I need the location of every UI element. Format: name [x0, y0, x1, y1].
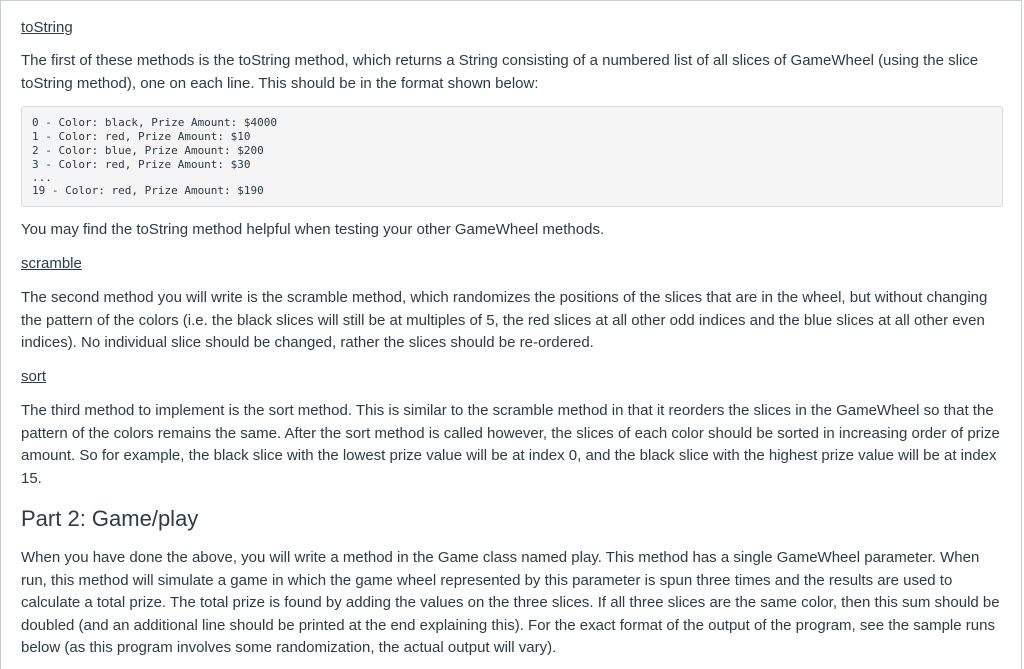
tostring-code-sample: [21, 106, 1003, 207]
code-line: 19 - Color: red, Prize Amount: $190: [32, 184, 264, 197]
scramble-heading: scramble: [21, 255, 82, 272]
code-line-ellipsis: ...: [32, 171, 52, 184]
tostring-heading: toString: [21, 19, 73, 36]
code-line: 0 - Color: black, Prize Amount: $4000: [32, 116, 278, 129]
scramble-body: The second method you will write is the scramble method, which randomizes the positions of the slices that are in the wheel, but without changing the pattern of the colors (i.e. the black slices will still be at multiples of 5, the red slices at all other odd indices and the blue slices at all other even indices). No individual slice should be changed, rather the slices should be re-ordered.: [21, 289, 988, 351]
code-line: 1 - Color: red, Prize Amount: $10: [32, 130, 251, 143]
tostring-note: You may find the toString method helpful when testing your other GameWheel methods.: [21, 221, 605, 238]
code-line: 3 - Color: red, Prize Amount: $30: [32, 158, 251, 171]
code-line: 2 - Color: blue, Prize Amount: $200: [32, 144, 264, 157]
part2-title: Part 2: Game/play: [21, 506, 199, 531]
sort-body: The third method to implement is the sort method. This is similar to the scramble method in that it reorders the slices in the GameWheel so that the pattern of the colors remains the same. After the sort method is called however, the slices of each color should be sorted in increasing order of prize amount. So for example, the black slice with the lowest prize value will be at index 0, and the black slice with the highest prize value will be at index 15.: [21, 402, 1000, 487]
tostring-intro: The first of these methods is the toString method, which returns a String consisting of a numbered list of all slices of GameWheel (using the slice toString method), one on each line. This should be in the format shown below:: [21, 52, 979, 92]
part2-body: When you have done the above, you will write a method in the Game class named play. This method has a single GameWheel parameter. When run, this method will simulate a game in which the game wheel represented by this parameter is spun three times and the results are used to calculate a total prize. The total prize is found by adding the values on the three slices. If all three slices are the same color, then this sum should be doubled (and an additional line should be printed at the end explaining this). For the exact format of the output of the program, see the sample runs below (as this program involves some randomization, the actual output will vary).: [21, 549, 1000, 656]
sort-heading: sort: [21, 368, 47, 385]
